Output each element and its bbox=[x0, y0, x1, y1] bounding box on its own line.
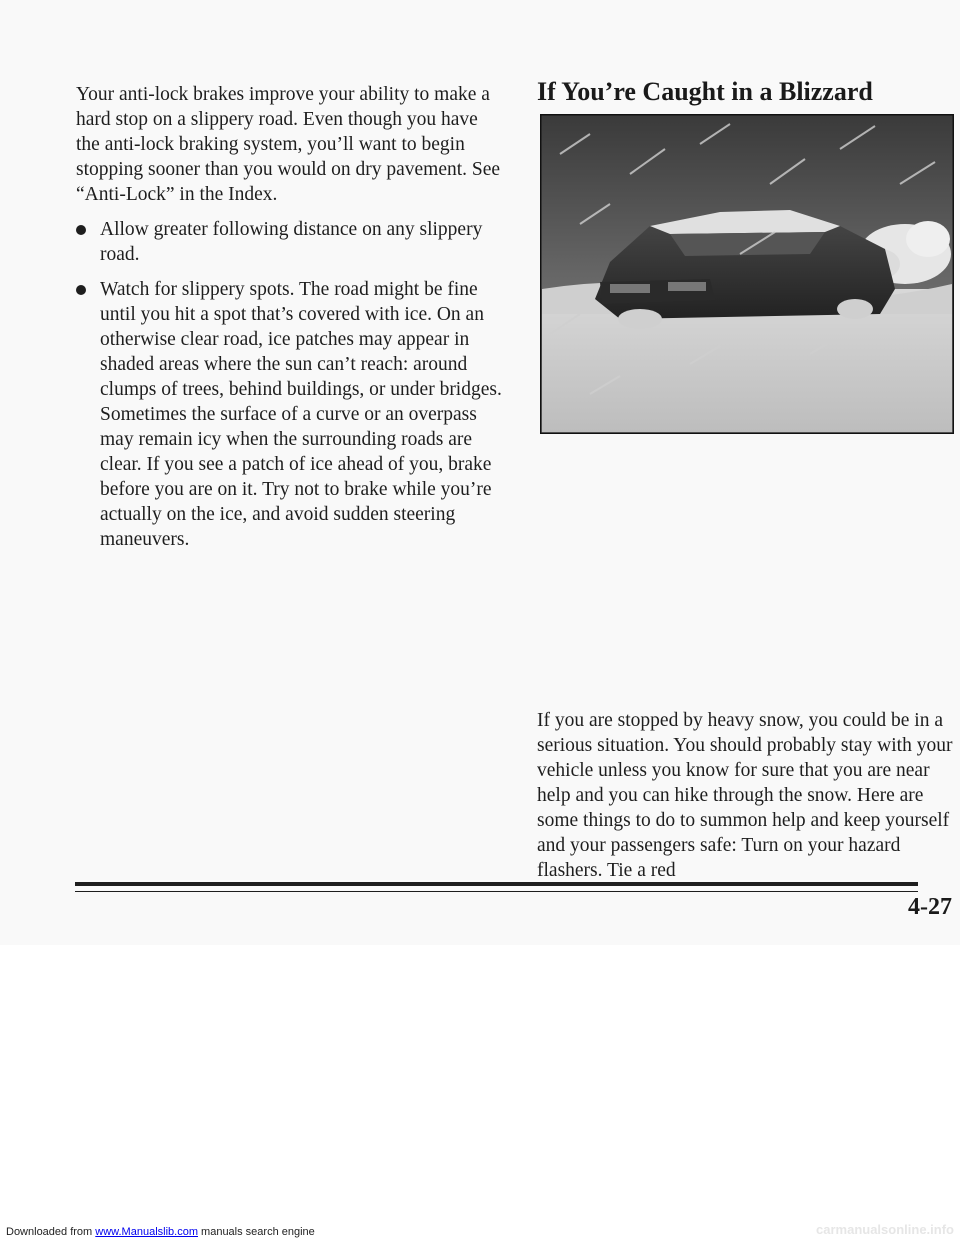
bullet-icon bbox=[76, 225, 86, 235]
footer-prefix: Downloaded from bbox=[6, 1226, 96, 1238]
section-heading: If You’re Caught in a Blizzard bbox=[537, 77, 873, 106]
bullet-item bbox=[76, 217, 506, 267]
right-column bbox=[537, 708, 957, 883]
bullet-text: Watch for slippery spots. The road might be fine until you hit a spot that’s covered with ice. On an otherwise clear road, ice patches may appear in shaded areas where the sun can’t reach: around clumps of trees, behind buildings, or under bridges. Sometimes the surface of a curve or an overpass may remain icy when the surrounding roads are clear. If you see a patch of ice ahead of you, brake before you are on it. Try not to brake while you’re actually on the ice, and avoid sudden steering maneuvers. bbox=[100, 279, 502, 550]
watermark: carmanualsonline.info bbox=[816, 1222, 954, 1237]
page-number: 4-27 bbox=[908, 894, 952, 920]
bullet-text: Allow greater following distance on any slippery road. bbox=[100, 219, 483, 265]
footer-suffix: manuals search engine bbox=[197, 1226, 315, 1238]
bullet-item bbox=[76, 277, 506, 552]
footer-rule-thin bbox=[75, 891, 918, 892]
left-column bbox=[76, 82, 506, 562]
download-footer bbox=[6, 1226, 315, 1238]
blizzard-car-illustration bbox=[540, 114, 954, 434]
manualslib-link[interactable]: www.Manualslib.com bbox=[95, 1226, 198, 1238]
blizzard-paragraph: If you are stopped by heavy snow, you could be in a serious situation. You should probably stay with your vehicle unless you know for sure that you are near help and you can hike through the snow. Here are some things to do to summon help and keep yourself and your passengers safe: Turn on your hazard flashers. Tie a red bbox=[537, 710, 953, 881]
footer-rule bbox=[75, 882, 918, 886]
bullet-icon bbox=[76, 285, 86, 295]
intro-paragraph: Your anti-lock brakes improve your ability to make a hard stop on a slippery road. Even though you have the anti-lock braking system, you’ll want to begin stopping sooner than you would on dry pavement. See “Anti-Lock” in the Index. bbox=[76, 84, 501, 205]
